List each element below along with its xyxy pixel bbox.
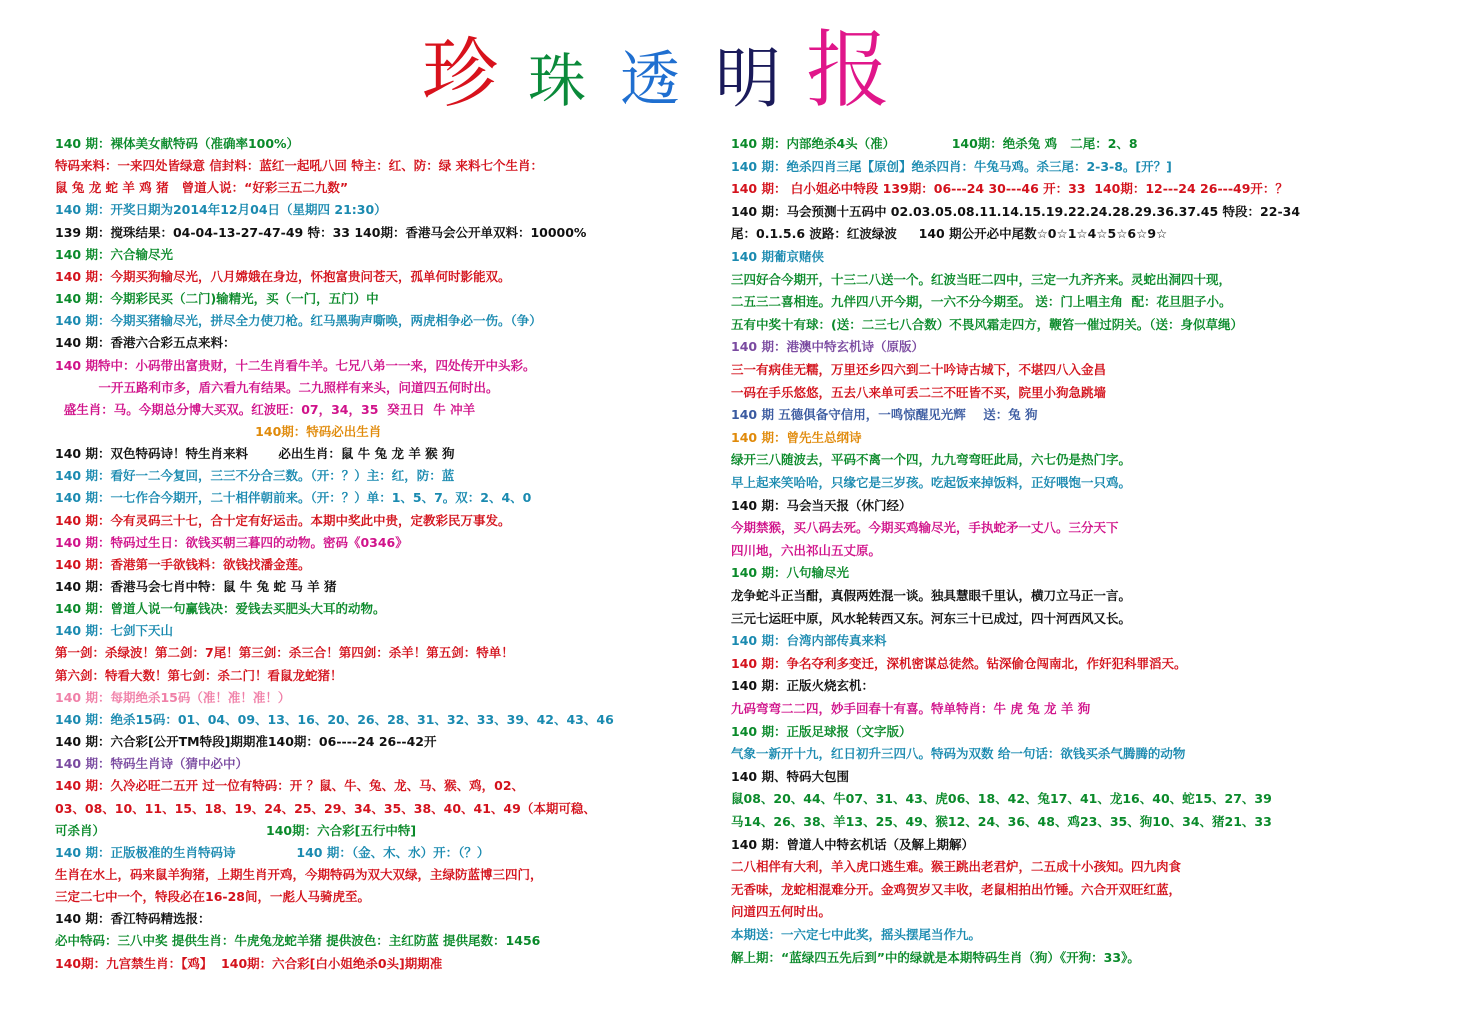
text-line: 140 期：正版火烧玄机： [731, 678, 874, 694]
text-line: 一码在手乐悠悠，五去八来单可丢二三不旺皆不买，院里小狗急跳墙 [731, 384, 1107, 400]
text-line: 三四好合今期开，十三二八送一个。红波当旺二四中，三定一九齐齐来。灵蛇出洞四十现， [731, 271, 1232, 287]
text-line: 气象一新开十九，红日初升三四八。特码为双数 给一句话：欲钱买杀气腾腾的动物 [731, 746, 1186, 762]
text-line: 140 期：香港马会七肖中特：鼠 牛 兔 蛇 马 羊 猪 [55, 579, 337, 594]
text-line: 140 期：开奖日期为2014年12月04日（星期四 21:30） [55, 202, 387, 218]
text-line: 龙争蛇斗正当酣，真假两姓混一谈。独具慧眼千里认，横刀立马正一言。 [731, 588, 1132, 603]
text-line: 140 期：绝杀四肖三尾【原创】绝杀四肖：牛兔马鸡。杀三尾：2-3-8。[开？] [731, 158, 1172, 174]
text-line: 鼠08、20、44、牛07、31、43、虎06、18、42、兔17、41、龙16、40、蛇15、27、39 [731, 791, 1272, 807]
text-line: 140 期：今期买猪输尽光，拼尽全力使刀枪。红马黑驹声嘶唤，两虎相争必一伤。（争） [55, 313, 542, 329]
text-line: 早上起来笑哈哈，只缘它是三岁孩。吃起饭来掉饭料，正好喂饱一只鸡。 [731, 475, 1132, 490]
text-line: 可杀肖） 140期：六合彩[五行中特] [55, 822, 417, 838]
text-line: 140 期：香港第一手欲钱料：欲钱找潘金莲。 [55, 556, 311, 572]
text-line: 问道四五何时出。 [731, 904, 832, 920]
text-line: 140 期：绝杀15码：01、04、09、13、16、20、26、28、31、32、33、39、42、43、46 [55, 711, 614, 727]
text-line: 139 期：搅珠结果：04-04-13-27-47-49 特：33 140期：香港马会公开单双料：10000% [55, 224, 587, 240]
text-line: 三定二七中一个，特段必在16-28间，一彪人马骑虎至。 [55, 889, 370, 905]
text-line: 一开五路利市多，盾六看九有结果。二九照样有来头，问道四五何时出。 [55, 379, 499, 395]
title-char: 透 [620, 45, 680, 115]
text-line: 140 期：久冷必旺二五开 过一位有特码：开 ？鼠、牛、兔、龙、马、猴、鸡，02、 [55, 778, 525, 794]
text-line: 140 期：曾道人说一句赢钱决：爱钱去买肥头大耳的动物。 [55, 601, 386, 617]
text-line: 二五三二喜相连。九伴四八开今期，一六不分今期至。 送：门上唱主角 配：花旦胆子小。 [731, 294, 1232, 310]
text-line: 鼠 兔 龙 蛇 羊 鸡 猪 曾道人说：“好彩三五二九数” [55, 180, 349, 196]
text-line: 140 期：今期彩民买（二门)输精光，买（一门，五门）中 [55, 291, 379, 307]
text-line: 140 期：香港六合彩五点来料： [55, 335, 236, 351]
text-line: 140 期：马会预测十五码中 02.03.05.08.11.14.15.19.22.24.28.29.36.37.45 特段：22-34 [731, 203, 1301, 219]
text-line: 本期送：一六定七中此奖，摇头摆尾当作九。 [731, 927, 982, 942]
text-line: 140 期： 白小姐必中特段 139期：06---24 30---46 开：33 140期：12---24 26---49开：？ [731, 181, 1288, 197]
text-line: 140期：特码必出生肖 [55, 423, 382, 439]
text-line: 盛生肖：马。今期总分博大买双。红波旺：07，34，35 癸丑日 牛 冲羊 [55, 401, 476, 417]
text-line: 140 期：每期绝杀15码（准！准！准！） [55, 689, 291, 705]
text-line: 140 期：香江特码精选报： [55, 911, 211, 927]
text-line: 140 期：港澳中特玄机诗（原版） [731, 339, 924, 355]
text-line: 三元七运旺中原，风水轮转西又东。河东三十已成过，四十河西风又长。 [731, 610, 1132, 626]
text-line: 140 期：七剑下天山 [55, 623, 173, 639]
text-line: 140 期：一七作合今期开，二十相伴朝前来。（开：？）单：1、5、7。双：2、4、0 [55, 490, 532, 506]
text-line: 四川地，六出祁山五丈原。 [731, 542, 882, 558]
text-line: 140期：九宫禁生肖：【鸡】 140期：六合彩[白小姐绝杀0头]期期准 [55, 955, 443, 971]
text-line: 特码来料：一来四处皆绿意 信封料：蓝红一起吼八回 特主：红、防：绿 来料七个生肖： [55, 158, 544, 174]
text-line: 第一剑：杀绿波！第二剑：7尾！第三剑：杀三合！第四剑：杀羊！第五剑：特单！ [55, 645, 514, 661]
text-line: 140 期：正版极准的生肖特码诗 140 期：（金、木、水）开：（？） [55, 844, 490, 860]
text-line: 140 期：正版足球报（文字版） [731, 723, 912, 739]
text-line: 五有中奖十有球：(送：二三七八合数）不畏风霜走四方，鞭笞一催过阴关。（送：身似草绳） [731, 316, 1243, 332]
text-line: 马14、26、38、羊13、25、49、猴12、24、36、48、鸡23、35、狗10、34、猪21、33 [731, 814, 1272, 829]
text-line: 03、08、10、11、15、18、19、24、25、29、34、35、38、40、41、49（本期可稳、 [55, 800, 596, 816]
text-line: 140 期：内部绝杀4头（准） 140期：绝杀兔 鸡 二尾：2、8 [731, 136, 1138, 151]
text-line: 三一有病佳无糯，万里还乡四六到二十吟诗古城下，不堪四八入金昌 [731, 362, 1107, 377]
text-line: 140 期特中：小码带出富贵财，十二生肖看牛羊。七兄八弟一一来，四处传开中头彩。 [55, 357, 536, 373]
text-line: 140 期：曾先生总纲诗 [731, 429, 862, 445]
text-line: 无香味，龙蛇相混难分开。金鸡贺岁又丰收，老鼠相拍出竹锤。六合开双旺红蓝， [731, 881, 1182, 897]
text-line: 绿开三八随波去，平码不离一个四，九九弯弯旺此局，六七仍是热门字。 [731, 452, 1132, 468]
text-line: 今期禁猴，买八码去死。今期买鸡输尽光，手执蛇矛一丈八。三分天下 [731, 520, 1119, 536]
text-line: 140 期、特码大包围 [731, 768, 849, 784]
text-line: 二八相伴有大利，羊入虎口逃生难。猴王跳出老君炉，二五成十小孩知。四九肉食 [731, 859, 1182, 875]
text-line: 140 期葡京赌侠 [731, 249, 824, 264]
text-line: 第六剑：特看大数！第七剑：杀二门！看鼠龙蛇猪！ [55, 667, 343, 683]
text-line: 140 期：台湾内部传真来料 [731, 633, 887, 649]
text-line: 140 期：六合输尽光 [55, 246, 173, 262]
text-line: 140 期：六合彩[公开TM特段]期期准140期：06----24 26--42开 [55, 734, 437, 750]
text-line: 解上期：“蓝绿四五先后到”中的绿就是本期特码生肖（狗）《开狗：33》。 [731, 949, 1140, 965]
text-line: 140 期：特码过生日：欲钱买朝三暮四的动物。密码《0346》 [55, 534, 408, 550]
title-char: 珍 [422, 29, 498, 118]
title-char: 明 [715, 40, 781, 117]
text-line: 九码弯弯二二四，妙手回春十有喜。特单特肖：牛 虎 兔 龙 羊 狗 [731, 701, 1091, 716]
text-line: 尾：0.1.5.6 波路：红波绿波 140 期公开必中尾数☆0☆1☆4☆5☆6☆9☆ [731, 226, 1168, 242]
text-line: 140 期：曾道人中特玄机话（及解上期解） [731, 836, 974, 852]
title-char: 珠 [528, 47, 587, 115]
text-line: 必中特码：三八中奖 提供生肖：牛虎兔龙蛇羊猪 提供波色：主红防蓝 提供尾数：1456 [55, 933, 541, 949]
text-line: 140 期：今期买狗输尽光，八月嫦娥在身边，怀抱富贵问苍天，孤单何时影能双。 [55, 268, 511, 284]
text-line: 140 期 五德俱备守信用，一鸣惊醒见光辉 送：兔 狗 [731, 407, 1038, 423]
text-line: 生肖在水上，码来鼠羊狗猪，上期生肖开鸡，今期特码为双大双绿，主绿防蓝博三四门， [55, 866, 543, 882]
newspaper-title [0, 21, 1457, 128]
text-line: 140 期：看好一二今复回，三三不分合三数。（开：？）主：红，防：蓝 [55, 468, 455, 484]
text-line: 140 期：八句输尽光 [731, 565, 849, 581]
text-line: 140 期：今有灵码三十七，合十定有好运击。本期中奖此中贵，定教彩民万事发。 [55, 512, 511, 528]
text-line: 140 期：争名夺利多变迁，深机密谋总徒然。钻深偷仓闯南北，作奸犯科罪滔天。 [731, 655, 1187, 671]
text-line: 140 期：双色特码诗！特生肖来料 必出生肖：鼠 牛 兔 龙 羊 猴 狗 [55, 446, 455, 462]
title-char: 报 [806, 21, 891, 119]
text-line: 140 期：特码生肖诗（猜中必中） [55, 756, 248, 772]
text-line: 140 期：裸体美女献特码（准确率100%） [55, 136, 300, 151]
text-line: 140 期：马会当天报（休门经） [731, 497, 912, 513]
